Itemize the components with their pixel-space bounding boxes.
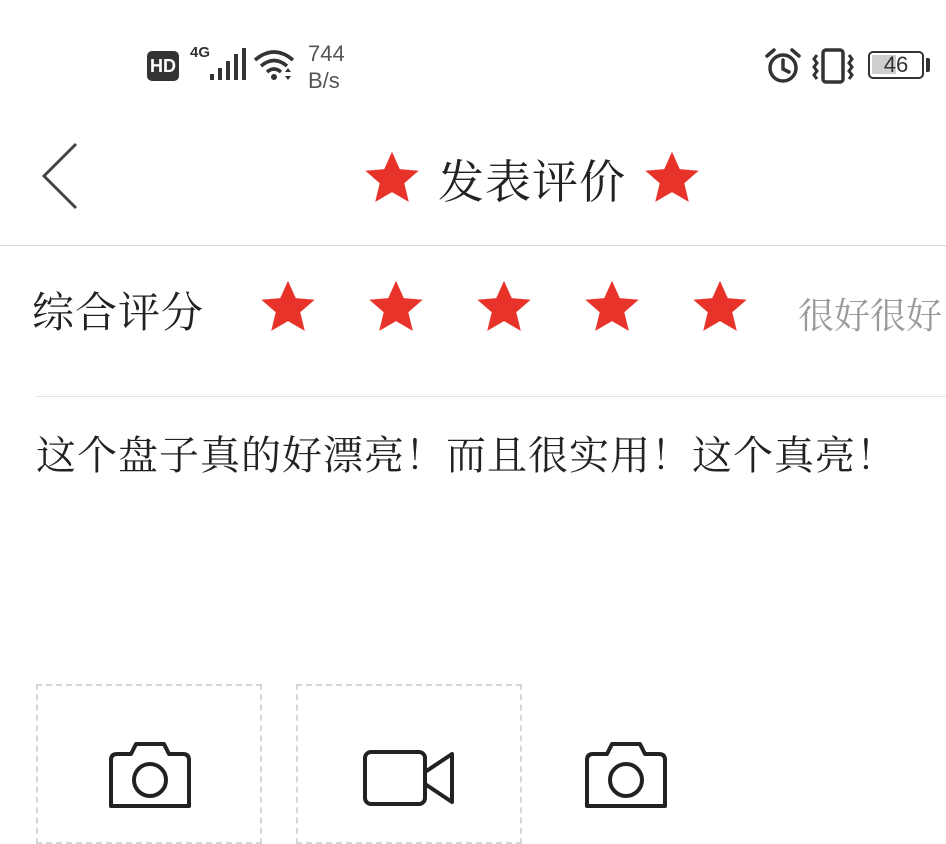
rating-label: 综合评分 (32, 288, 205, 337)
video-camera-icon[interactable] (362, 746, 456, 810)
rating-star-2[interactable] (364, 276, 428, 340)
status-bar (0, 0, 946, 110)
camera-icon[interactable] (106, 740, 194, 810)
app-header (0, 110, 946, 246)
signal-icon (208, 48, 248, 82)
star-icon (640, 147, 704, 211)
alarm-icon (764, 47, 802, 85)
network-speed (308, 40, 345, 94)
rating-star-3[interactable] (472, 276, 536, 340)
speed-unit: B/s (308, 68, 340, 93)
page-title: 发表评价 (438, 155, 626, 209)
camera-icon[interactable] (582, 740, 670, 810)
rating-star-4[interactable] (580, 276, 644, 340)
hd-icon: HD (147, 51, 179, 81)
divider (36, 396, 946, 397)
battery-level: 46 (883, 52, 909, 77)
speed-value: 744 (308, 41, 345, 66)
overall-rating-row (0, 246, 946, 376)
review-textarea[interactable]: 这个盘子真的好漂亮！而且很实用！这个真亮！ (36, 433, 897, 479)
rating-star-1[interactable] (256, 276, 320, 340)
battery-cap (926, 58, 930, 72)
rating-description: 很好很好 (798, 296, 943, 337)
rating-star-5[interactable] (688, 276, 752, 340)
star-rating[interactable] (256, 276, 796, 340)
wifi-icon (253, 48, 295, 82)
vibrate-icon (810, 47, 856, 85)
back-button[interactable] (38, 140, 82, 212)
battery-icon (868, 51, 924, 79)
network-type-label: 4G (190, 44, 211, 61)
title-group (360, 144, 704, 214)
star-icon (360, 147, 424, 211)
